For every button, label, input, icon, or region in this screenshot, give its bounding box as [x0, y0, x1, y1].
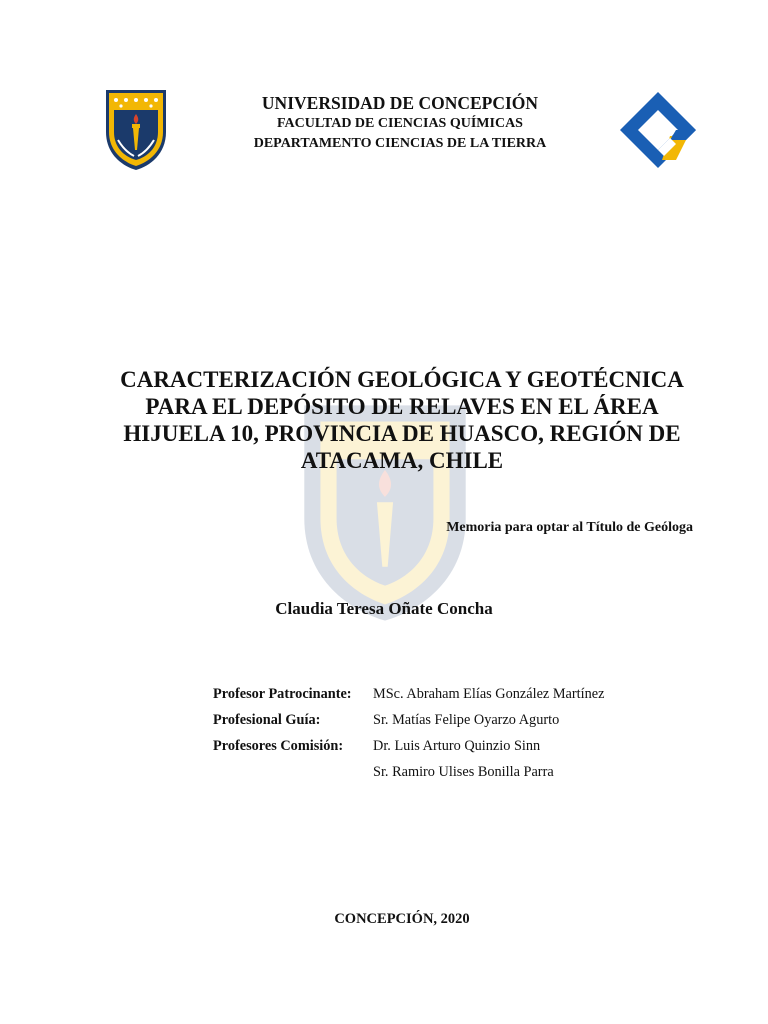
place-and-year: CONCEPCIÓN, 2020: [334, 911, 470, 927]
title-line: CARACTERIZACIÓN GEOLÓGICA Y GEOTÉCNICA: [120, 367, 684, 392]
committee-row: [213, 733, 604, 759]
title-line: PARA EL DEPÓSITO DE RELAVES EN EL ÁREA: [145, 394, 659, 419]
committee-row: [213, 759, 604, 785]
committee-member: Dr. Luis Arturo Quinzio Sinn: [373, 737, 541, 754]
department-name: DEPARTAMENTO CIENCIAS DE LA TIERRA: [253, 136, 547, 151]
committee-table: [213, 681, 604, 785]
committee-member: Sr. Ramiro Ulises Bonilla Parra: [373, 763, 554, 780]
degree-statement: Memoria para optar al Título de Geóloga: [446, 520, 693, 535]
committee-member: Sr. Matías Felipe Oyarzo Agurto: [373, 711, 560, 728]
university-name: UNIVERSIDAD DE CONCEPCIÓN: [261, 93, 539, 113]
faculty-name: FACULTAD DE CIENCIAS QUÍMICAS: [277, 116, 523, 131]
title-line: HIJUELA 10, PROVINCIA DE HUASCO, REGIÓN DE: [123, 421, 681, 446]
committee-role: Profesores Comisión:: [213, 737, 344, 754]
author-name: Claudia Teresa Oñate Concha: [275, 599, 493, 618]
committee-row: [213, 707, 604, 733]
title-line: ATACAMA, CHILE: [300, 448, 504, 473]
department-diamond-icon: [618, 90, 698, 170]
committee-member: MSc. Abraham Elías González Martínez: [373, 685, 605, 702]
thesis-title: [90, 366, 714, 474]
committee-row: [213, 681, 604, 707]
university-shield-icon: [104, 88, 168, 172]
committee-role: Profesional Guía:: [213, 711, 321, 728]
committee-role: Profesor Patrocinante:: [213, 685, 352, 702]
institution-header: [180, 92, 620, 154]
